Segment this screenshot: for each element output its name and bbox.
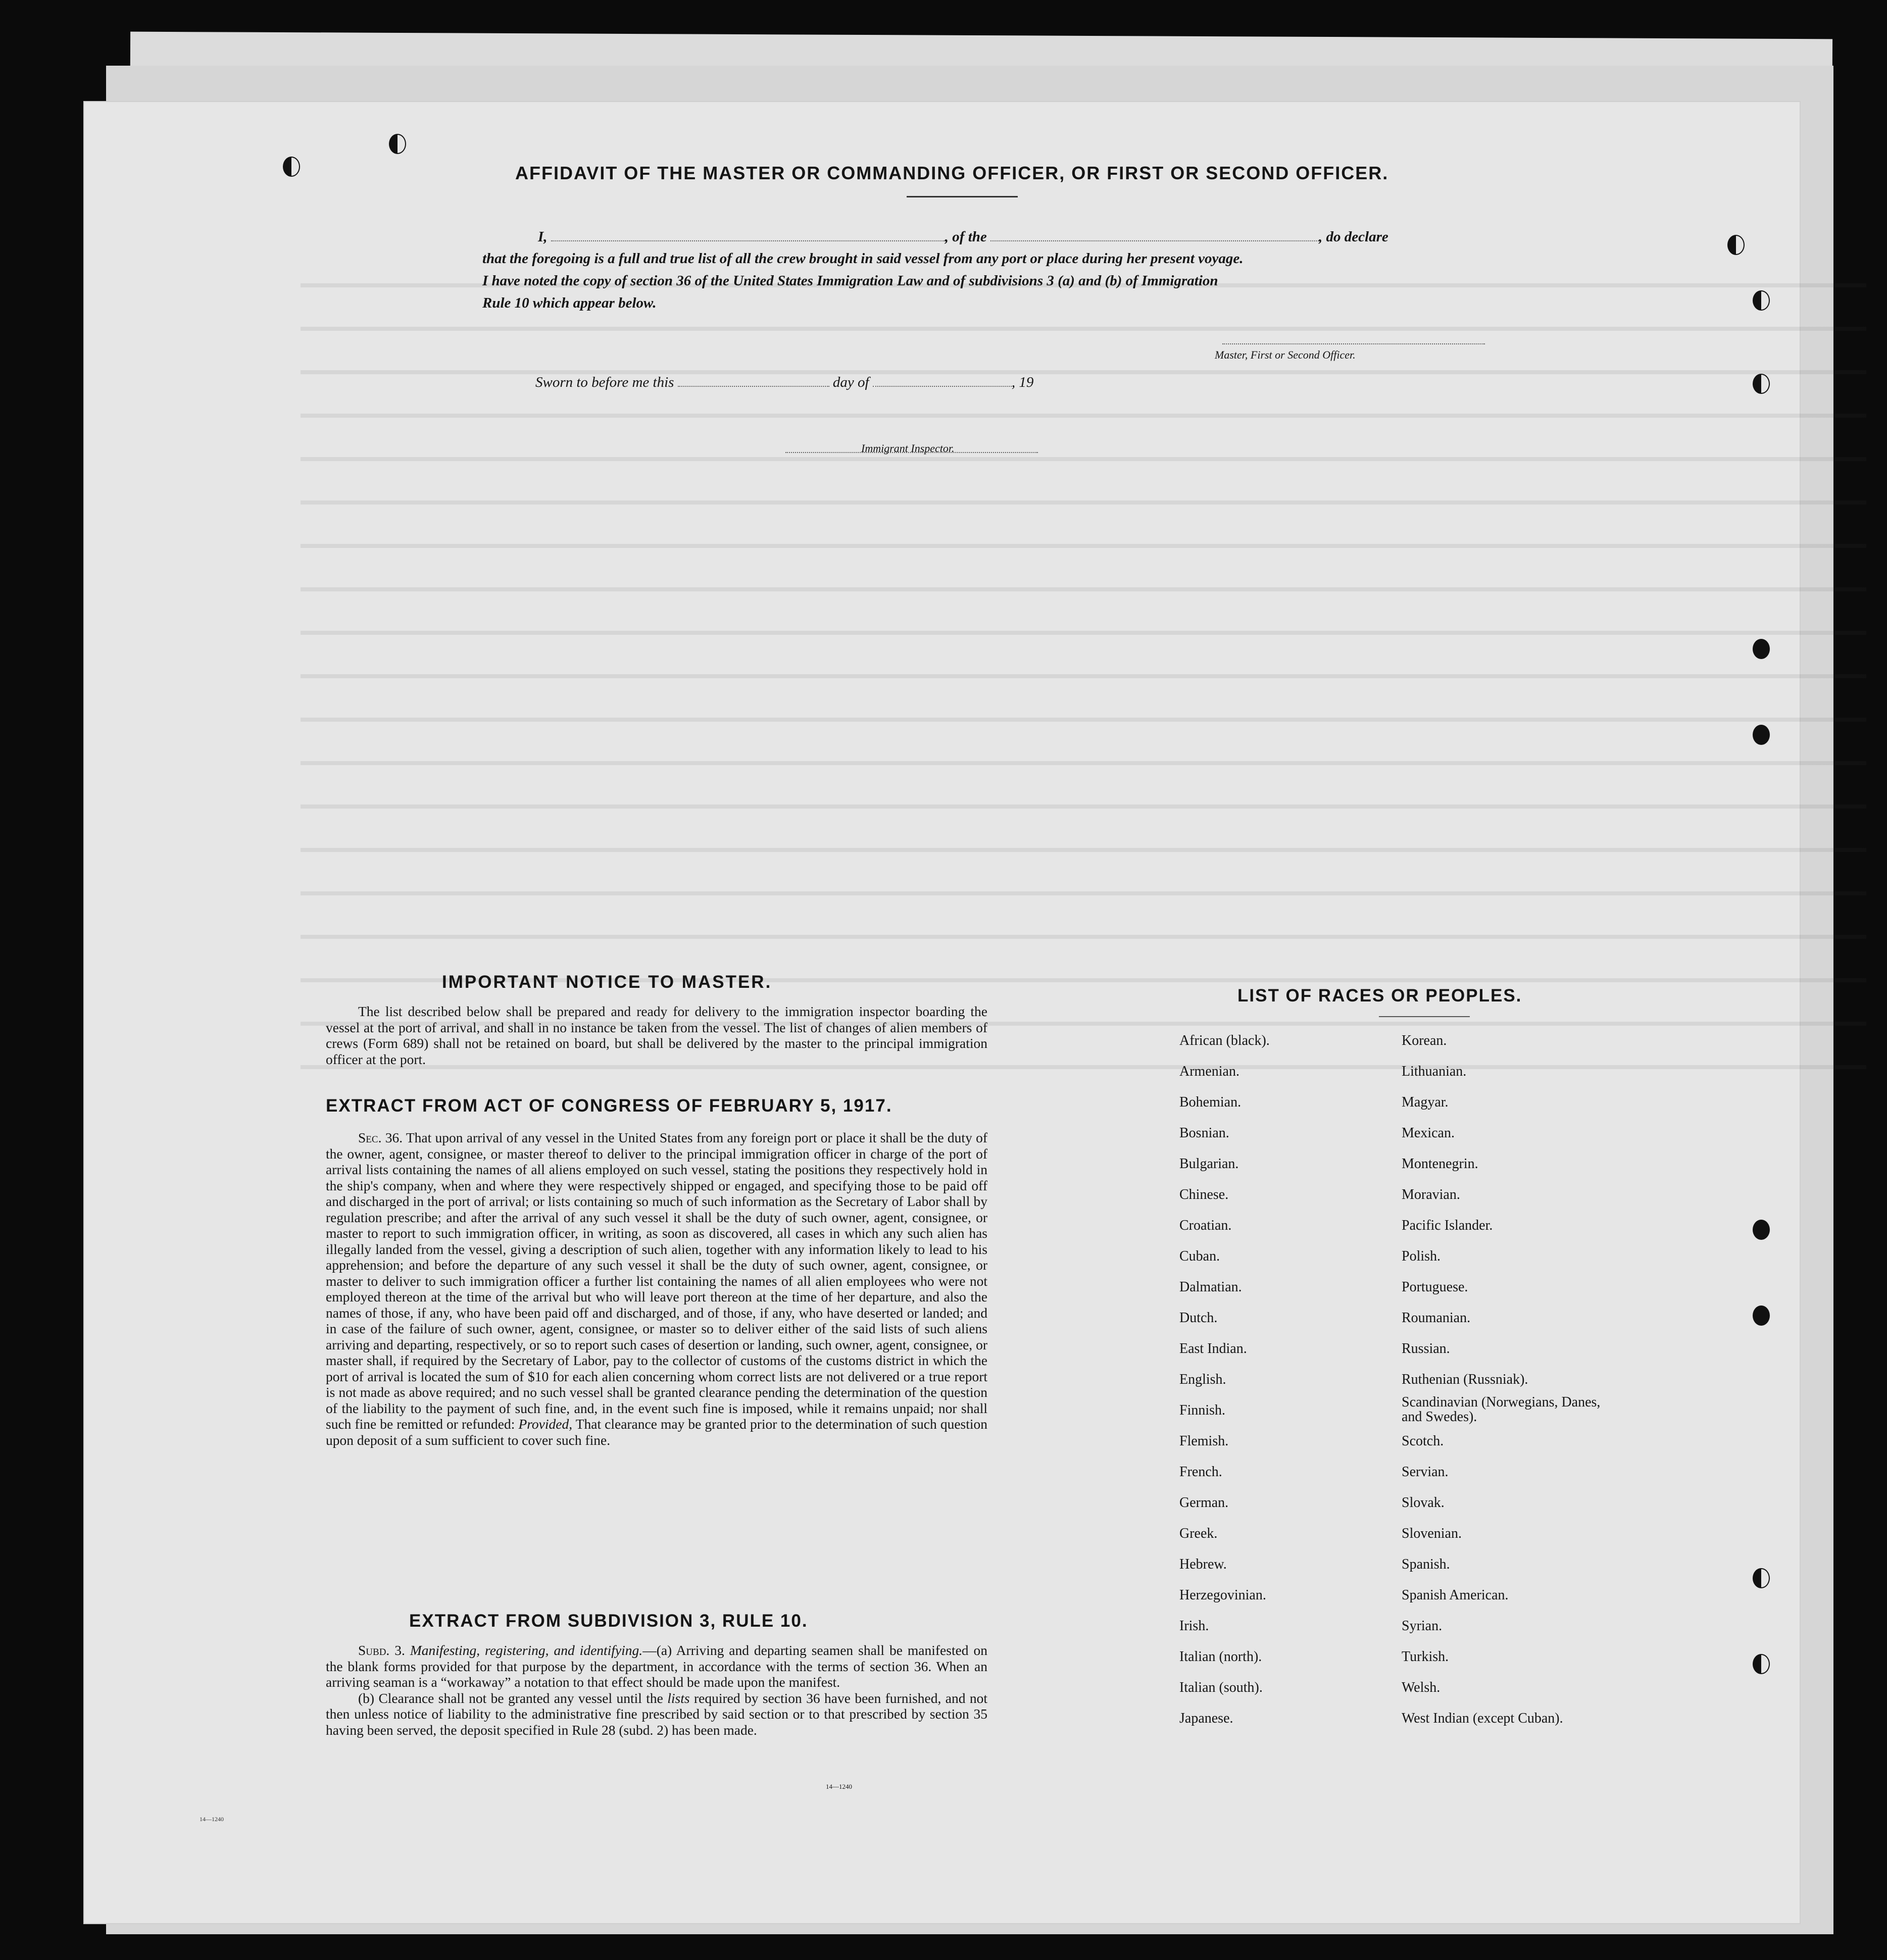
race-item: Bulgarian. <box>1179 1156 1239 1172</box>
signature-line <box>1222 343 1485 344</box>
act-extract-body: Sec. 36. That upon arrival of any vessel in the United States from any foreign port or place it shall be the duty of the owner, agent, consignee, or master thereof to deliver to the principal immigration officer in charge of the port of arrival lists containing the names of all aliens employed on such vessel, stating the positions they respectively hold in the ship's company, when and where they were respectively shipped or engaged, and specifying those to be paid off and discharged in the port of arrival; or lists containing so much of such information as the Secretary of Labor shall by regulation prescribe; and after the arrival of any such vessel it shall be the duty of such owner, agent, consignee, or master to report to such immigration officer, in writing, as soon as discovered, all cases in which any such alien has illegally landed from the vessel, giving a description of such alien, together with any information likely to lead to his apprehension; and before the departure of any such vessel it shall be the duty of such owner, agent, consignee, or master to deliver to such immigration officer a further list containing the names of all alien employees who were not employed thereon at the time of the arrival but who will leave port thereon at the time of her departure, and also the names of those, if any, who have been paid off and discharged, and of those, if any, who have deserted or landed; and in case of the failure of such owner, agent, consignee, or master so to deliver either of the said lists of such aliens arriving and departing, respectively, or so to report such cases of desertion or landing, such owner, agent, consignee, or master shall, if required by the Secretary of Labor, pay to the collector of customs of the customs district in which the port of arrival is located the sum of $10 for each alien concerning whom correct lists are not delivered or a true report is not made as above required; and no such vessel shall be granted clearance pending the determination of the question of the liability to the payment of such fine, and, in the event such fine is imposed, while it remains unpaid; nor shall such fine be remitted or refunded: Provided, That clearance may be granted prior to the determination of such question upon deposit of a sum sufficient to cover such fine. <box>326 1130 988 1448</box>
race-item: Servian. <box>1402 1464 1449 1480</box>
notice-title: IMPORTANT NOTICE TO MASTER. <box>442 972 772 992</box>
punch-hole <box>389 134 406 154</box>
race-item: Spanish. <box>1402 1556 1450 1572</box>
races-right-column <box>1402 1025 1614 1734</box>
rule-extract-body: Subd. 3. Manifesting, registering, and identifying.—(a) Arriving and departing seamen shall be manifested on the blank forms provided for that purpose by the department, in accordance with the terms of section 36. When an arriving seaman is a “workaway” a notation to that effect should be made upon the manifest. (b) Clearance shall not be granted any vessel until the lists required by section 36 have been furnished, and not then unless notice of liability to the administrative fine prescribed by said section or to that prescribed by section 35 having been served, the deposit specified in Rule 28 (subd. 2) has been made. <box>326 1642 988 1738</box>
document-page <box>83 101 1801 1924</box>
affidavit-line-4: Rule 10 which appear below. <box>482 295 657 311</box>
sworn-line: Sworn to before me this day of , 19 <box>535 374 1034 390</box>
race-item: Finnish. <box>1179 1402 1226 1418</box>
race-item: Magyar. <box>1402 1094 1449 1110</box>
race-item: Korean. <box>1402 1033 1447 1048</box>
race-item: Dalmatian. <box>1179 1279 1242 1295</box>
race-item: Bohemian. <box>1179 1094 1242 1110</box>
race-item: Herzegovinian. <box>1179 1587 1266 1603</box>
race-item: Scotch. <box>1402 1433 1444 1449</box>
race-item: Cuban. <box>1179 1248 1220 1264</box>
act-extract-title: EXTRACT FROM ACT OF CONGRESS OF FEBRUARY 5, 1917. <box>326 1096 892 1116</box>
race-item: Ruthenian (Russniak). <box>1402 1372 1528 1387</box>
race-item: Pacific Islander. <box>1402 1218 1493 1233</box>
punch-hole <box>1753 290 1770 311</box>
affidavit-title: AFFIDAVIT OF THE MASTER OR COMMANDING OFFICER, OR FIRST OR SECOND OFFICER. <box>515 163 1389 183</box>
race-item: Polish. <box>1402 1248 1441 1264</box>
title-rule <box>907 196 1018 197</box>
race-item: Dutch. <box>1179 1310 1218 1326</box>
race-item: German. <box>1179 1495 1229 1511</box>
race-item: Syrian. <box>1402 1618 1443 1634</box>
race-item: Russian. <box>1402 1341 1450 1356</box>
race-item: East Indian. <box>1179 1341 1247 1356</box>
race-item: African (black). <box>1179 1033 1270 1048</box>
punch-hole <box>1753 1305 1770 1326</box>
race-item: English. <box>1179 1372 1226 1387</box>
race-item: Italian (north). <box>1179 1649 1262 1665</box>
race-item: Slovenian. <box>1402 1526 1462 1541</box>
race-item: Greek. <box>1179 1526 1218 1541</box>
races-title: LIST OF RACES OR PEOPLES. <box>1237 986 1522 1006</box>
race-item: Italian (south). <box>1179 1680 1263 1695</box>
race-item: Mexican. <box>1402 1125 1455 1141</box>
affidavit-line-3: I have noted the copy of section 36 of the United States Immigration Law and of subdivisions 3 (a) and (b) of Immigration <box>482 273 1218 289</box>
race-item: Welsh. <box>1402 1680 1441 1695</box>
race-item: Spanish American. <box>1402 1587 1509 1603</box>
race-item: Irish. <box>1179 1618 1209 1634</box>
race-item: West Indian (except Cuban). <box>1402 1711 1563 1726</box>
inspector-caption: Immigrant Inspector. <box>861 442 955 455</box>
punch-hole <box>1753 1654 1770 1674</box>
notice-body: The list described below shall be prepared and ready for delivery to the immigration inspector boarding the vessel at the port of arrival, and shall in no instance be taken from the vessel. The list of changes of alien members of crews (Form 689) shall not be retained on board, but shall be delivered by the master to the principal immigration officer at the port. <box>326 1003 987 1067</box>
race-item: Portuguese. <box>1402 1279 1468 1295</box>
race-item: Lithuanian. <box>1402 1064 1467 1079</box>
punch-hole <box>283 157 300 177</box>
race-item: Slovak. <box>1402 1495 1445 1511</box>
punch-hole <box>1753 374 1770 394</box>
race-item: Croatian. <box>1179 1218 1232 1233</box>
affidavit-line-1: I, , of the , do declare <box>538 229 1388 245</box>
races-left-column <box>1179 1025 1270 1734</box>
punch-hole <box>1753 725 1770 745</box>
affidavit-line-2: that the foregoing is a full and true list of all the crew brought in said vessel from any port or place during her present voyage. <box>482 250 1244 267</box>
rule-extract-title: EXTRACT FROM SUBDIVISION 3, RULE 10. <box>409 1611 808 1631</box>
punch-hole <box>1753 1220 1770 1240</box>
race-item: Hebrew. <box>1179 1556 1227 1572</box>
punch-hole <box>1753 639 1770 659</box>
race-item: Flemish. <box>1179 1433 1229 1449</box>
form-number: 14—1240 <box>826 1783 852 1790</box>
punch-hole <box>1727 235 1745 255</box>
race-item: Armenian. <box>1179 1064 1239 1079</box>
signature-caption: Master, First or Second Officer. <box>1215 348 1356 361</box>
race-item: Bosnian. <box>1179 1125 1229 1141</box>
race-item: Moravian. <box>1402 1187 1460 1202</box>
race-item: Montenegrin. <box>1402 1156 1478 1172</box>
race-item: Roumanian. <box>1402 1310 1471 1326</box>
punch-hole <box>1753 1568 1770 1588</box>
race-item: Japanese. <box>1179 1711 1233 1726</box>
race-item: Chinese. <box>1179 1187 1229 1202</box>
race-item: Turkish. <box>1402 1649 1449 1665</box>
race-item: French. <box>1179 1464 1222 1480</box>
margin-form-number: 14—1240 <box>200 1816 224 1823</box>
races-title-rule <box>1379 1016 1470 1017</box>
race-item: Scandinavian (Norwegians, Danes, and Swedes). <box>1402 1394 1601 1425</box>
